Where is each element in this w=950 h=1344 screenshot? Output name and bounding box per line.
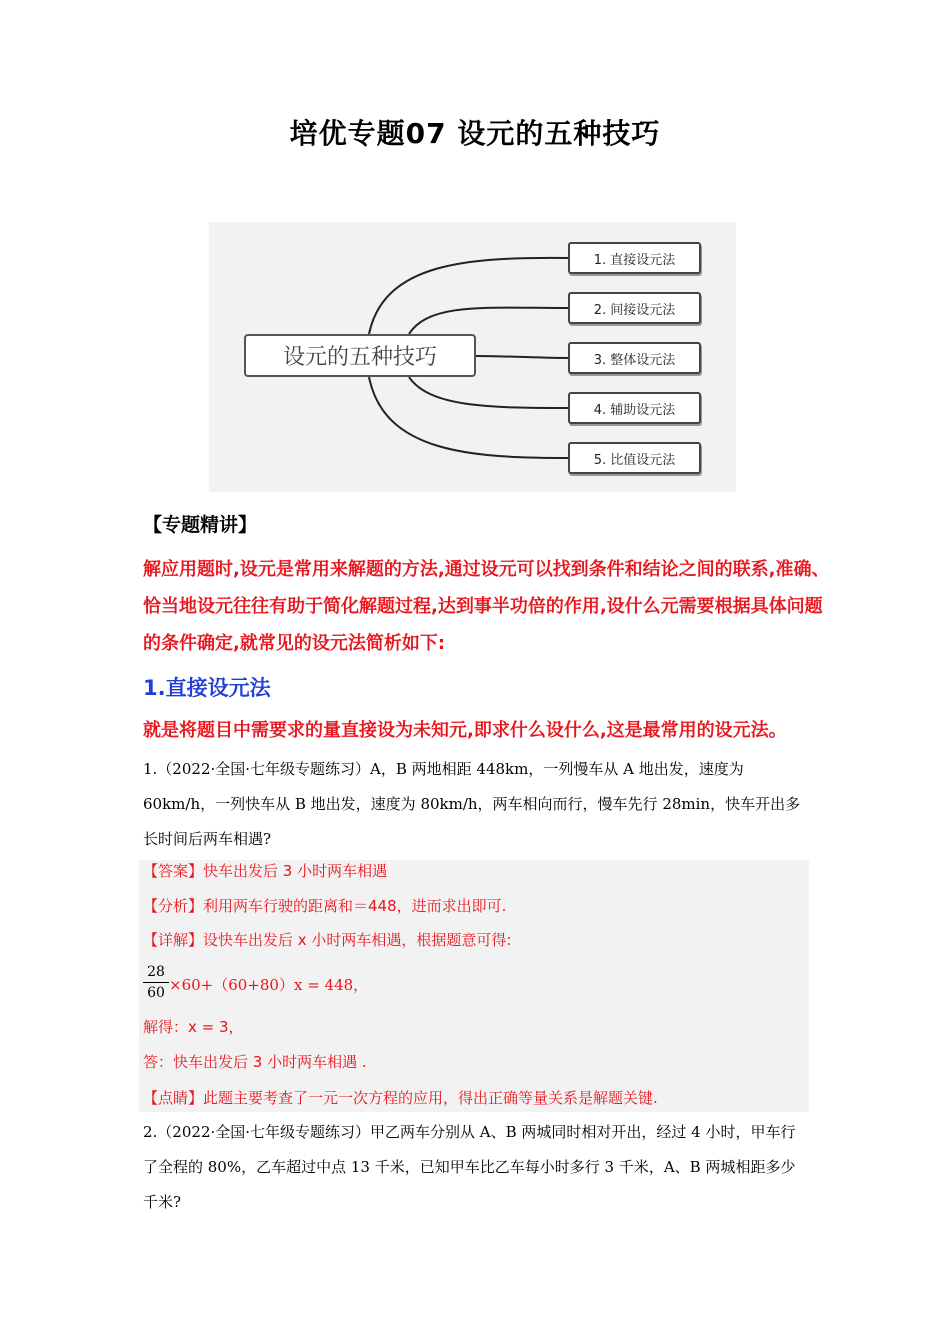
conclusion-line: 答：快车出发后 3 小时两车相遇 . (143, 1053, 367, 1071)
intro-paragraph: 解应用题时,设元是常用来解题的方法,通过设元可以找到条件和结论之间的联系,准确、恰当地设元往往有助于简化解题过程,达到事半功倍的作用,设什么元需要根据具体问题的条件确定,就常见的设元法简析如下: (143, 559, 830, 654)
mind-map-node-4: 4. 辅助设元法 (568, 392, 701, 424)
answer-line: 【答案】快车出发后 3 小时两车相遇 (143, 862, 388, 880)
mind-map-root: 设元的五种技巧 (244, 334, 476, 377)
mind-map (209, 222, 736, 492)
mind-map-node-1: 1. 直接设元法 (568, 242, 701, 274)
comment-line: 【点睛】此题主要考查了一元一次方程的应用，得出正确等量关系是解题关键. (143, 1089, 658, 1107)
mind-map-node-5: 5. 比值设元法 (568, 442, 701, 474)
connector-3 (476, 356, 568, 358)
fraction (143, 962, 169, 1003)
detail-line: 【详解】设快车出发后 x 小时两车相遇，根据题意可得: (143, 931, 512, 949)
question-2: 2.（2022·全国·七年级专题练习）甲乙两车分别从 A、B 两城同时相对开出，经过 4 小时，甲车行了全程的 80%，乙车超过中点 13 千米，已知甲车比乙车每小时多行 3 千米，A、B 两城相距多少千米? (143, 1123, 796, 1211)
equation: ×60+（60+80）x = 448， (169, 976, 369, 994)
mind-map-node-3: 3. 整体设元法 (568, 342, 701, 374)
connector-2 (409, 308, 568, 334)
connector-4 (409, 377, 568, 408)
connector-5 (369, 377, 568, 458)
method-description: 就是将题目中需要求的量直接设为未知元,即求什么设什么,这是最常用的设元法。 (143, 720, 787, 741)
mind-map-node-2: 2. 间接设元法 (568, 292, 701, 324)
page-title: 培优专题07 设元的五种技巧 (289, 117, 661, 150)
analysis-line: 【分析】利用两车行驶的距离和＝448，进而求出即可. (143, 897, 507, 915)
section-heading: 【专题精讲】 (143, 514, 258, 536)
fraction-denominator: 60 (147, 985, 165, 1001)
fraction-numerator: 28 (143, 962, 169, 983)
method-title: 1.直接设元法 (143, 676, 271, 700)
solve-line: 解得：x = 3， (143, 1018, 244, 1036)
connector-1 (369, 258, 568, 334)
question-1: 1.（2022·全国·七年级专题练习）A，B 两地相距 448km，一列慢车从 A 地出发，速度为 60km/h，一列快车从 B 地出发，速度为 80km/h，两车相向而行，慢车先行 28min，快车开出多长时间后两车相遇? (143, 760, 801, 848)
